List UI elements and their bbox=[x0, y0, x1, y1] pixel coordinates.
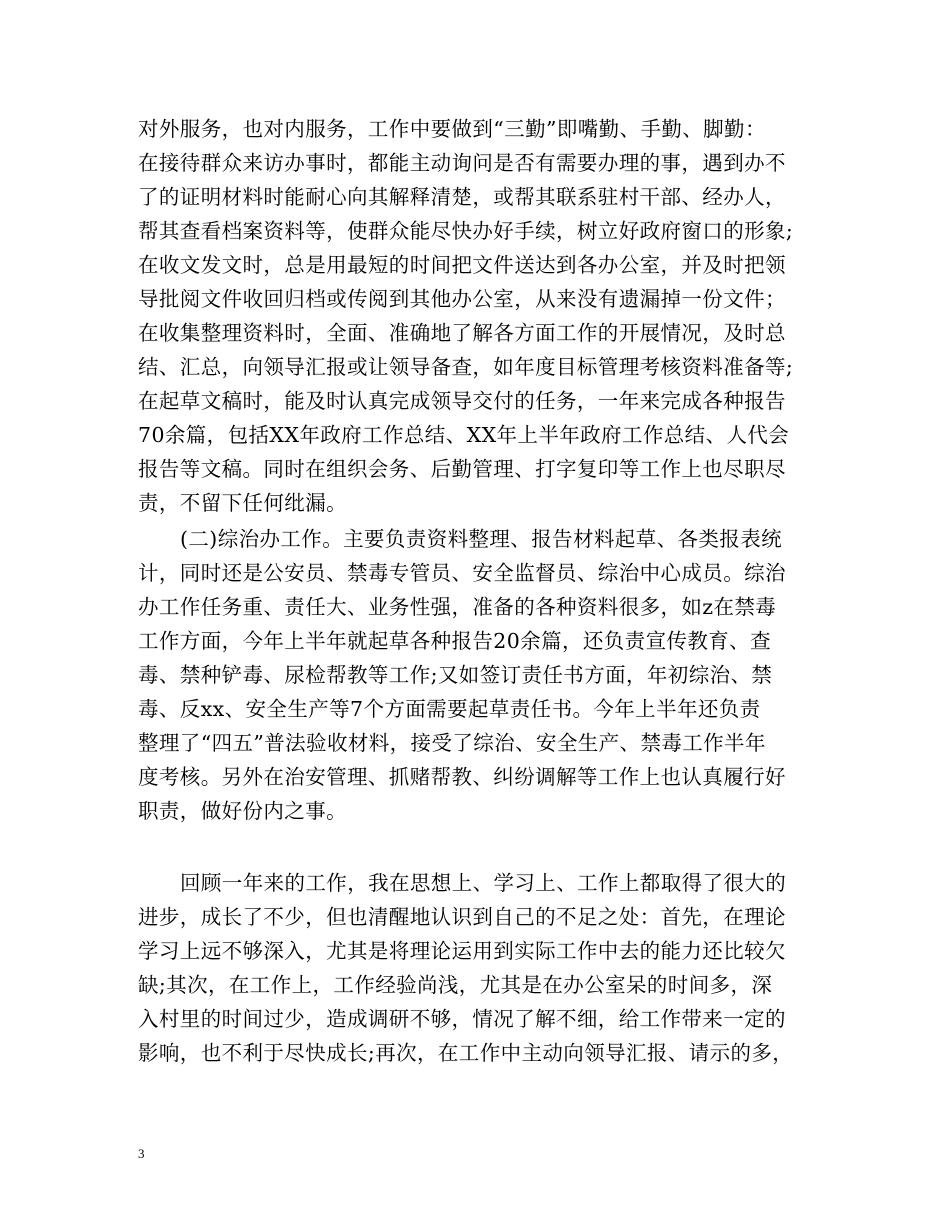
text-line: 职责，做好份内之事。 bbox=[138, 799, 347, 823]
paragraph-first-line: (二)综治办工作。主要负责资料整理、报告材料起草、各类报表统 bbox=[180, 527, 782, 551]
text-line: 在接待群众来访办事时，都能主动询问是否有需要办理的事，遇到办不 bbox=[138, 151, 786, 175]
text-line: 度考核。另外在治安管理、抓赌帮教、纠纷调解等工作上也认真履行好 bbox=[138, 765, 786, 789]
paragraph-first-line: 回顾一年来的工作，我在思想上、学习上、工作上都取得了很大的 bbox=[180, 871, 787, 895]
text-line: 在起草文稿时，能及时认真完成领导交付的任务，一年来完成各种报告 bbox=[138, 389, 786, 413]
text-line: 进步，成长了不少，但也清醒地认识到自己的不足之处：首先，在理论 bbox=[138, 905, 786, 929]
text-line: 办工作任务重、责任大、业务性强，准备的各种资料很多，如z在禁毒 bbox=[138, 595, 777, 619]
text-line: 责，不留下任何纰漏。 bbox=[138, 491, 347, 515]
text-line: 缺;其次，在工作上，工作经验尚浅，尤其是在办公室呆的时间多，深 bbox=[138, 973, 773, 997]
text-line: 入村里的时间过少，造成调研不够，情况了解不细，给工作带来一定的 bbox=[138, 1007, 786, 1031]
text-line: 整理了“四五”普法验收材料，接受了综治、安全生产、禁毒工作半年 bbox=[138, 731, 766, 755]
text-line: 学习上远不够深入，尤其是将理论运用到实际工作中去的能力还比较欠 bbox=[138, 939, 786, 963]
text-line: 70余篇，包括XX年政府工作总结、XX年上半年政府工作总结、人代会 bbox=[138, 423, 790, 447]
text-line: 帮其查看档案资料等，使群众能尽快办好手续，树立好政府窗口的形象; bbox=[138, 219, 794, 243]
text-line: 了的证明材料时能耐心向其解释清楚，或帮其联系驻村干部、经办人， bbox=[138, 185, 786, 209]
text-line: 毒、禁种铲毒、尿检帮教等工作;又如签订责任书方面，年初综治、禁 bbox=[138, 663, 773, 687]
text-line: 在收集整理资料时，全面、准确地了解各方面工作的开展情况，及时总 bbox=[138, 321, 786, 345]
text-line: 计，同时还是公安员、禁毒专管员、安全监督员、综治中心成员。综治 bbox=[138, 561, 786, 585]
text-line: 结、汇总，向领导汇报或让领导备查，如年度目标管理考核资料准备等; bbox=[138, 355, 794, 379]
text-line: 影响，也不利于尽快成长;再次，在工作中主动向领导汇报、请示的多， bbox=[138, 1041, 794, 1065]
text-line: 对外服务，也对内服务，工作中要做到“三勤”即嘴勤、手勤、脚勤： bbox=[138, 117, 766, 141]
text-line: 报告等文稿。同时在组织会务、后勤管理、打字复印等工作上也尽职尽 bbox=[138, 457, 786, 481]
text-line: 在收文发文时，总是用最短的时间把文件送达到各办公室，并及时把领 bbox=[138, 253, 786, 277]
text-line: 工作方面，今年上半年就起草各种报告20余篇，还负责宣传教育、查 bbox=[138, 629, 771, 653]
text-line: 毒、反xx、安全生产等7个方面需要起草责任书。今年上半年还负责 bbox=[138, 697, 761, 721]
text-line: 导批阅文件收回归档或传阅到其他办公室，从来没有遗漏掉一份文件； bbox=[138, 287, 786, 311]
page-number: 3 bbox=[138, 1146, 145, 1161]
